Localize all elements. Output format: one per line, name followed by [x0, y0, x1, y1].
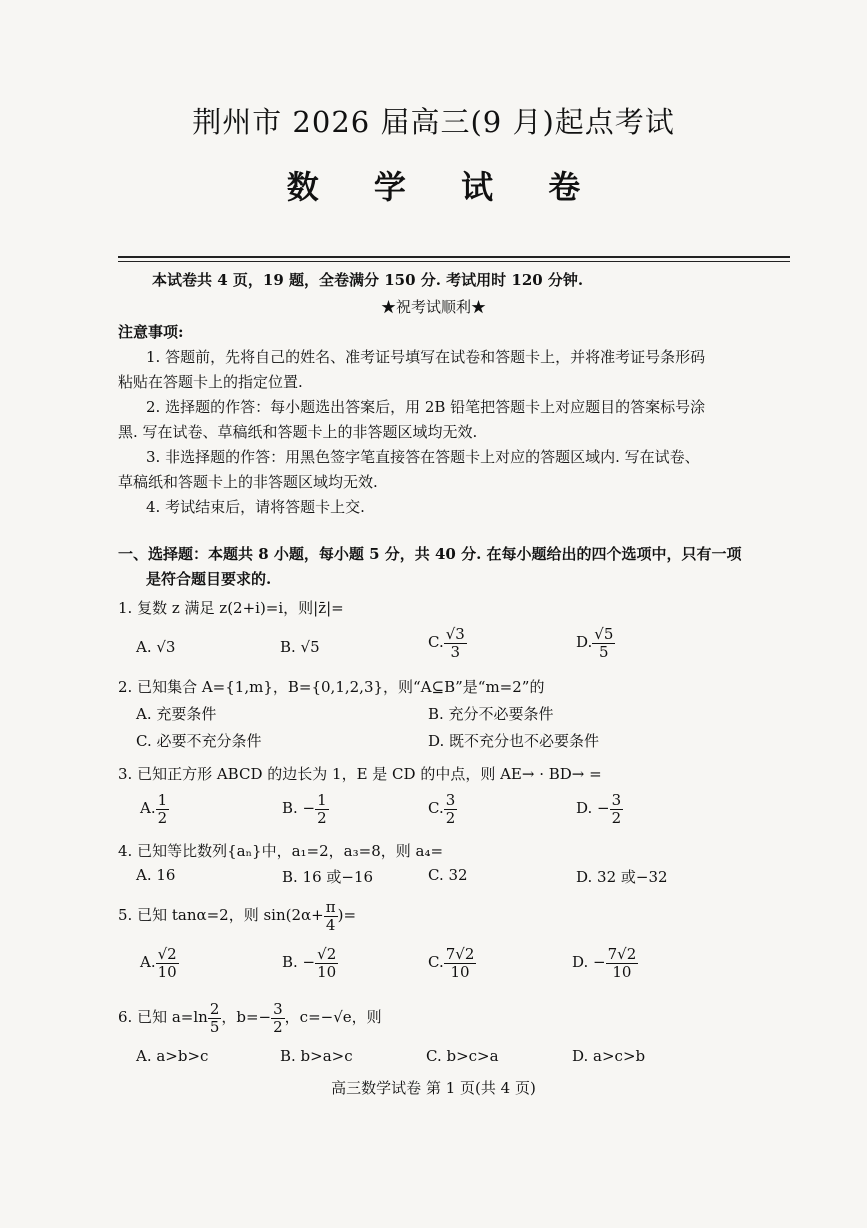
q3-d-den: 2 [611, 808, 622, 827]
note-4: 4. 考试结束后，请将答题卡上交. [146, 498, 365, 516]
q5-b-den: 10 [317, 962, 337, 981]
q1-d-den: 5 [599, 642, 609, 661]
exam-summary: 本试卷共 4 页，19 题，全卷满分 150 分. 考试用时 120 分钟. [152, 271, 584, 289]
q3-b-den: 2 [317, 808, 327, 827]
q6-stem-c: ，c=−√e，则 [284, 1008, 382, 1026]
q5-a-den: 10 [157, 962, 177, 981]
q5-option-c-label: C. [428, 953, 444, 971]
q3-c-den: 2 [445, 808, 456, 827]
q5-option-a-label: A. [140, 953, 156, 971]
q1-option-c [428, 626, 467, 660]
q1-option-c-fraction [444, 626, 467, 660]
page-footer: 高三数学试卷 第 1 页(共 4 页) [331, 1079, 536, 1097]
note-1a: 1. 答题前，先将自己的姓名、准考证号填写在试卷和答题卡上，并将准考证号条形码 [146, 348, 706, 366]
q1-c-den: 3 [450, 642, 461, 661]
q4-option-d: D. 32 或−32 [576, 868, 668, 886]
section1-line1: 一、选择题：本题共 8 小题，每小题 5 分，共 40 分. 在每小题给出的四个选项中，只有一项 [118, 545, 742, 563]
q3-option-c-label: C. [428, 799, 444, 817]
q2-option-c: C. 必要不充分条件 [136, 732, 262, 750]
q3-option-b-label: B. − [282, 799, 316, 817]
note-1b: 粘贴在答题卡上的指定位置. [118, 373, 303, 391]
q5-option-c-fraction [444, 946, 477, 980]
q5-stem-fraction [324, 899, 338, 933]
q6-stem-b: ，b=− [221, 1008, 272, 1026]
note-2a: 2. 选择题的作答：每小题选出答案后，用 2B 铅笔把答题卡上对应题目的答案标号涂 [146, 398, 706, 416]
q1-option-d-label: D. [576, 633, 593, 651]
q6-frac-a [208, 1001, 222, 1035]
q6-stem-a: 6. 已知 a=ln [118, 1008, 208, 1026]
divider-bottom [118, 261, 790, 262]
q3-b-num: 1 [317, 791, 327, 809]
q3-option-b [282, 792, 329, 826]
q5-option-b-label: B. − [282, 953, 316, 971]
q4-option-b: B. 16 或−16 [282, 868, 374, 886]
q1-option-a: A. √3 [136, 638, 176, 656]
q5-d-num: 7√2 [607, 945, 637, 963]
q6-stem [118, 1001, 382, 1035]
q5-option-a [140, 946, 179, 980]
note-3a: 3. 非选择题的作答：用黑色签字笔直接答在答题卡上对应的答题区域内. 写在试卷、 [146, 448, 700, 466]
q3-option-d [576, 792, 623, 826]
q4-option-a: A. 16 [136, 866, 176, 884]
q5-a-num: √2 [157, 945, 177, 963]
q3-option-d-label: D. − [576, 799, 610, 817]
q2-option-a: A. 充要条件 [136, 705, 217, 723]
q6-option-b: B. b>a>c [280, 1047, 353, 1065]
q5-stem-b: )= [337, 906, 357, 924]
q6-d2: 2 [273, 1017, 283, 1036]
q5-option-a-fraction [156, 946, 179, 980]
q5-d-den: 10 [612, 962, 632, 981]
q3-stem: 3. 已知正方形 ABCD 的边长为 1，E 是 CD 的中点，则 AE→ · BD→ = [118, 765, 602, 783]
q3-a-den: 2 [157, 808, 168, 827]
q1-option-b: B. √5 [280, 638, 320, 656]
exam-title: 荆州市 2026 届高三(9 月)起点考试 [192, 105, 675, 139]
exam-wish: ★祝考试顺利★ [380, 298, 486, 316]
q1-d-num: √5 [594, 625, 614, 643]
q3-option-c [428, 792, 457, 826]
q2-option-b: B. 充分不必要条件 [428, 705, 554, 723]
q5-c-den: 10 [450, 962, 470, 981]
q6-option-c: C. b>c>a [426, 1047, 499, 1065]
q3-option-a [140, 792, 169, 826]
q5-option-d [572, 946, 638, 980]
q6-n2: 3 [273, 1000, 283, 1018]
q6-option-d: D. a>c>b [572, 1047, 646, 1065]
q5-option-b [282, 946, 338, 980]
q2-stem: 2. 已知集合 A={1,m}，B={0,1,2,3}，则“A⊆B”是“m=2”的 [118, 678, 545, 696]
q5-b-num: √2 [317, 945, 337, 963]
notes-heading: 注意事项: [118, 323, 184, 341]
q5-c-num: 7√2 [445, 945, 475, 963]
exam-subtitle: 数 学 试 卷 [286, 168, 603, 206]
q1-option-d-fraction [592, 626, 615, 660]
q1-stem: 1. 复数 z 满足 z(2+i)=i，则|z̄|= [118, 599, 344, 617]
q3-option-a-fraction [156, 792, 170, 826]
q6-option-a: A. a>b>c [136, 1047, 209, 1065]
q6-n1: 2 [209, 1000, 220, 1018]
q6-d1: 5 [209, 1017, 220, 1036]
q4-stem: 4. 已知等比数列{aₙ}中，a₁=2，a₃=8，则 a₄= [118, 842, 444, 860]
q5-four: 4 [325, 915, 336, 934]
note-2b: 黑. 写在试卷、草稿纸和答题卡上的非答题区域均无效. [118, 423, 478, 441]
q5-option-b-fraction [315, 946, 338, 980]
q1-option-d [576, 626, 615, 660]
q5-pi: π [325, 898, 336, 916]
q5-stem-a: 5. 已知 tanα=2，则 sin(2α+ [118, 906, 324, 924]
q6-frac-b [271, 1001, 285, 1035]
divider-top [118, 256, 790, 258]
q4-option-c: C. 32 [428, 866, 468, 884]
q3-a-num: 1 [157, 791, 168, 809]
q3-option-b-fraction [315, 792, 329, 826]
q5-option-c [428, 946, 476, 980]
q1-c-num: √3 [445, 625, 465, 643]
q5-option-d-fraction [606, 946, 639, 980]
q3-c-num: 3 [445, 791, 456, 809]
q5-option-d-label: D. − [572, 953, 606, 971]
q5-stem [118, 899, 356, 933]
q3-option-d-fraction [610, 792, 624, 826]
q2-option-d: D. 既不充分也不必要条件 [428, 732, 600, 750]
q3-option-a-label: A. [140, 799, 156, 817]
note-3b: 草稿纸和答题卡上的非答题区域均无效. [118, 473, 378, 491]
section1-line2: 是符合题目要求的. [146, 570, 272, 588]
q3-option-c-fraction [444, 792, 458, 826]
q3-d-num: 3 [611, 791, 622, 809]
q1-option-c-label: C. [428, 633, 444, 651]
